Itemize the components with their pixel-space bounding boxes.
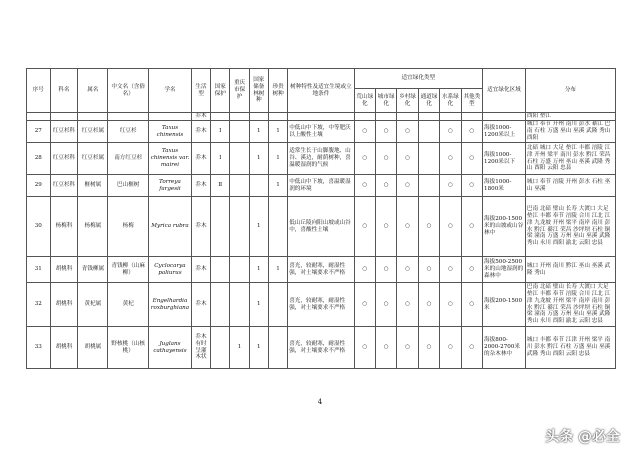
- cell-form: 乔木: [191, 283, 210, 327]
- cell-rare: 1: [268, 257, 287, 283]
- cell-reserve: 1: [249, 197, 268, 257]
- cell-seq: 30: [27, 197, 51, 257]
- cell-traits: 低山丘陵向阳山坡或山谷中，喜酸性土壤: [288, 197, 354, 257]
- cell-genus: 杨梅属: [78, 197, 108, 257]
- table-row: [27, 197, 616, 257]
- cell-rare: [268, 197, 287, 257]
- cell-seq: 32: [27, 283, 51, 327]
- cell-green-mark: ○: [418, 327, 439, 369]
- header-chongqing: 重庆市保护: [230, 69, 249, 113]
- cell-green-mark: ○: [354, 197, 375, 257]
- cell-green-mark: ○: [376, 283, 397, 327]
- header-family: 科名: [50, 69, 78, 113]
- cell-form: 乔木: [191, 113, 210, 121]
- cell-genus: 黄杞属: [78, 283, 108, 327]
- cell-region: 海拔200-1500米: [483, 283, 526, 327]
- cell-green-mark: ○: [354, 283, 375, 327]
- cell-genus: 胡桃属: [78, 327, 108, 369]
- cell-green-mark: ○: [376, 327, 397, 369]
- cell-traits: 喜光，较耐寒，耐湿性强，对土壤要求不严格: [288, 327, 354, 369]
- cell-genus: 红豆杉属: [78, 121, 108, 143]
- cell-green-mark: ○: [397, 143, 418, 175]
- header-green-type: 水系绿化: [440, 89, 461, 113]
- header-green-type: 乡村绿化: [397, 89, 418, 113]
- cell-cn-name: 杨梅: [108, 197, 149, 257]
- cell-cn-name: 青钱柳（山麻柳）: [108, 257, 149, 283]
- cell-sci-name: Engelhardia roxburghiana: [149, 283, 192, 327]
- cell-family: 红豆杉科: [50, 175, 78, 197]
- cell-green-mark: ○: [354, 327, 375, 369]
- cell-traits: 喜光，较耐寒，耐湿性强，对土壤要求不严格: [288, 283, 354, 327]
- cell-green-mark: ○: [440, 327, 461, 369]
- cell-cn-name: 野核桃（山核桃）: [108, 327, 149, 369]
- cell-form: 乔木: [191, 121, 210, 143]
- cell-green-mark: ○: [397, 257, 418, 283]
- header-sci-name: 学名: [149, 69, 192, 113]
- cell-green-mark: ○: [418, 197, 439, 257]
- cell-green-mark: ○: [418, 257, 439, 283]
- header-green-type: 荒山绿化: [354, 89, 375, 113]
- cell-green-mark: ○: [461, 283, 482, 327]
- cell-sci-name: Taxus chinensis var. mairei: [149, 143, 192, 175]
- cell-green-mark: ○: [376, 197, 397, 257]
- cell-distribution: 城口 奉节 开州 南川 彭水 綦江 巴南 石柱 万盛 巫山 巫溪 武隆 秀山 酉阳: [525, 121, 615, 143]
- cell-region: 海拔800-2000-2700米的杂木林中: [483, 327, 526, 369]
- cell-green-mark: ○: [440, 175, 461, 197]
- header-genus: 属名: [78, 69, 108, 113]
- cell-national: [211, 197, 230, 257]
- cell-form: 乔木有时呈灌木状: [191, 327, 210, 369]
- cell-seq: 28: [27, 143, 51, 175]
- cell-rare: [268, 327, 287, 369]
- cell-green-mark: ○: [376, 257, 397, 283]
- cell-form: 乔木: [191, 197, 210, 257]
- cell-chongqing: [230, 257, 249, 283]
- cell-green-mark: [418, 175, 439, 197]
- cell-national: Ⅱ: [211, 175, 230, 197]
- cell-green-mark: ○: [440, 197, 461, 257]
- cell-green-mark: ○: [397, 175, 418, 197]
- cell-green-mark: ○: [354, 257, 375, 283]
- cell-traits: 中低山中下坡，中等肥沃以上酸性土壤: [288, 121, 354, 143]
- cell-chongqing: [230, 175, 249, 197]
- cell-sci-name: Cyclocarya paliurus: [149, 257, 192, 283]
- cell-family: 红豆杉科: [50, 143, 78, 175]
- cell-family: 胡桃科: [50, 257, 78, 283]
- cell-green-mark: ○: [354, 175, 375, 197]
- cell-chongqing: [230, 121, 249, 143]
- cell-reserve: 1: [249, 121, 268, 143]
- table-row: [27, 283, 616, 327]
- cell-traits: 喜光，较耐寒，耐湿性强，对土壤要求不严格: [288, 257, 354, 283]
- cell-region: 海拔200-1500米的山坡或山谷林中: [483, 197, 526, 257]
- header-reserve: 国家储备林树种: [249, 69, 268, 113]
- header-cn-name: 中文名（含俗名）: [108, 69, 149, 113]
- header-row-1: [27, 69, 616, 89]
- cell-green-mark: ○: [440, 283, 461, 327]
- cell-genus: 榧树属: [78, 175, 108, 197]
- cell-family: 杨梅科: [50, 197, 78, 257]
- cell-family: 红豆杉科: [50, 121, 78, 143]
- cell-reserve: 1: [249, 257, 268, 283]
- cell-green-mark: [418, 143, 439, 175]
- cell-green-mark: ○: [461, 121, 482, 143]
- cell-sci-name: Torreya fargesii: [149, 175, 192, 197]
- header-traits: 树种特性及适宜生境或立地条件: [288, 69, 354, 113]
- cell-form: 乔木: [191, 143, 210, 175]
- watermark: 头条 @必全: [545, 429, 620, 445]
- header-region: 适宜绿化区域: [483, 69, 526, 113]
- cell-green-mark: ○: [376, 143, 397, 175]
- cell-cn-name: 巴山榧树: [108, 175, 149, 197]
- cell-green-mark: ○: [440, 143, 461, 175]
- cell-green-mark: ○: [397, 197, 418, 257]
- cell-national: Ⅰ: [211, 121, 230, 143]
- header-seq: 序号: [27, 69, 51, 113]
- cell-family: 胡桃科: [50, 327, 78, 369]
- cell-green-mark: [418, 121, 439, 143]
- cell-rare: 1: [268, 121, 287, 143]
- table-row: [27, 175, 616, 197]
- cell-green-mark: ○: [354, 143, 375, 175]
- cell-distribution: 城口 奉节 涪陵 开州 彭水 石柱 巫山 巫溪: [525, 175, 615, 197]
- cell-green-mark: ○: [376, 121, 397, 143]
- cell-green-mark: ○: [376, 175, 397, 197]
- cell-distribution: 城口 开州 南川 黔江 巫山 巫溪 武隆 秀山: [525, 257, 615, 283]
- cell-green-mark: ○: [461, 327, 482, 369]
- cell-cn-name: 南方红豆杉: [108, 143, 149, 175]
- cell-distribution: 城口 丰都 奉节 江津 开州 梁平 南川 彭水 黔江 石柱 万盛 巫山 巫溪 武隆 秀山 酉阳 云阳 忠县: [525, 327, 615, 369]
- cell-rare: 1: [268, 143, 287, 175]
- cell-form: 乔木: [191, 175, 210, 197]
- cell-genus: 青钱柳属: [78, 257, 108, 283]
- cell-distribution: 北碚 城口 大足 垫江 丰都 涪陵 江津 开州 梁平 南川 彭水 黔江 荣昌 石柱 万盛 万州 巫山 巫溪 武隆 秀山 酉阳 云阳 忠县: [525, 143, 615, 175]
- cell-distribution: 酉阳 垫江: [525, 113, 615, 121]
- cell-distribution: 巴南 北碚 璧山 长寿 大渡口 大足 垫江 丰都 奉节 涪陵 合川 江北 江津 九龙坡 开州 梁平 南岸 南川 彭水 黔江 綦江 荣昌 沙坪坝 石柱 铜梁 潼南 万盛 万州 巫山 巫溪 武隆 秀山 永川 酉阳 渝北 云阳 忠县: [525, 283, 615, 327]
- cell-green-mark: ○: [418, 283, 439, 327]
- cell-chongqing: [230, 197, 249, 257]
- cell-green-mark: ○: [397, 327, 418, 369]
- header-form: 生活型: [191, 69, 210, 113]
- cell-form: 乔木: [191, 257, 210, 283]
- table-row: [27, 121, 616, 143]
- cell-region: 海拔1000-1200米以下: [483, 143, 526, 175]
- cell-green-mark: ○: [461, 257, 482, 283]
- cell-national: [211, 257, 230, 283]
- header-green-type: 通道绿化: [418, 89, 439, 113]
- cell-green-mark: ○: [461, 197, 482, 257]
- cell-reserve: 1: [249, 143, 268, 175]
- cell-traits: 适常生长于山脚腹地、山谷、溪边，耐荫树种，喜温暖湿润的气候: [288, 143, 354, 175]
- species-table: [26, 68, 616, 369]
- cell-rare: [268, 283, 287, 327]
- cell-chongqing: 1: [230, 327, 249, 369]
- cell-green-mark: ○: [461, 143, 482, 175]
- cell-cn-name: 黄杞: [108, 283, 149, 327]
- header-national: 国家保护: [211, 69, 230, 113]
- cell-reserve: 1: [249, 327, 268, 369]
- header-green-type: 其他类型: [461, 89, 482, 113]
- cell-national: [211, 283, 230, 327]
- cell-region: 海拔500-2500米的山地湿润的森林中: [483, 257, 526, 283]
- table-row: [27, 327, 616, 369]
- cell-seq: 29: [27, 175, 51, 197]
- cell-distribution: 巴南 北碚 璧山 长寿 大渡口 大足 垫江 丰都 奉节 涪陵 合川 江北 江津 九龙坡 开州 梁平 南岸 南川 彭水 黔江 綦江 荣昌 沙坪坝 石柱 铜梁 潼南 万盛 万州 巫山 巫溪 武隆 秀山 永川 酉阳 渝北 云阳 忠县: [525, 197, 615, 257]
- cell-region: 海拔1000-1200米以上: [483, 121, 526, 143]
- cell-seq: 27: [27, 121, 51, 143]
- header-green-type: 城市绿化: [376, 89, 397, 113]
- cell-reserve: [249, 175, 268, 197]
- cell-seq: 33: [27, 327, 51, 369]
- table-row-continued: [27, 113, 616, 121]
- header-rare: 珍贵树种: [268, 69, 287, 113]
- cell-family: 胡桃科: [50, 283, 78, 327]
- cell-chongqing: [230, 283, 249, 327]
- table-row: [27, 257, 616, 283]
- cell-national: [211, 327, 230, 369]
- cell-sci-name: Juglans cathayensis: [149, 327, 192, 369]
- cell-green-mark: ○: [354, 121, 375, 143]
- header-distribution: 分布: [525, 69, 615, 113]
- cell-sci-name: Taxus chinensis: [149, 121, 192, 143]
- cell-green-mark: ○: [397, 121, 418, 143]
- cell-seq: 31: [27, 257, 51, 283]
- cell-chongqing: [230, 143, 249, 175]
- page-number: 4: [317, 398, 323, 406]
- cell-green-mark: ○: [440, 121, 461, 143]
- cell-region: 海拔1000-1800米: [483, 175, 526, 197]
- cell-traits: 中低山中下坡，喜温暖湿润的环境: [288, 175, 354, 197]
- table-row: [27, 143, 616, 175]
- cell-green-mark: ○: [397, 283, 418, 327]
- header-green-group: 适宜绿化类型: [354, 69, 482, 89]
- cell-green-mark: ○: [440, 257, 461, 283]
- cell-reserve: 1: [249, 283, 268, 327]
- cell-green-mark: ○: [461, 175, 482, 197]
- cell-rare: 1: [268, 175, 287, 197]
- cell-national: Ⅰ: [211, 143, 230, 175]
- cell-sci-name: Myrica rubra: [149, 197, 192, 257]
- cell-genus: 红豆杉属: [78, 143, 108, 175]
- cell-cn-name: 红豆杉: [108, 121, 149, 143]
